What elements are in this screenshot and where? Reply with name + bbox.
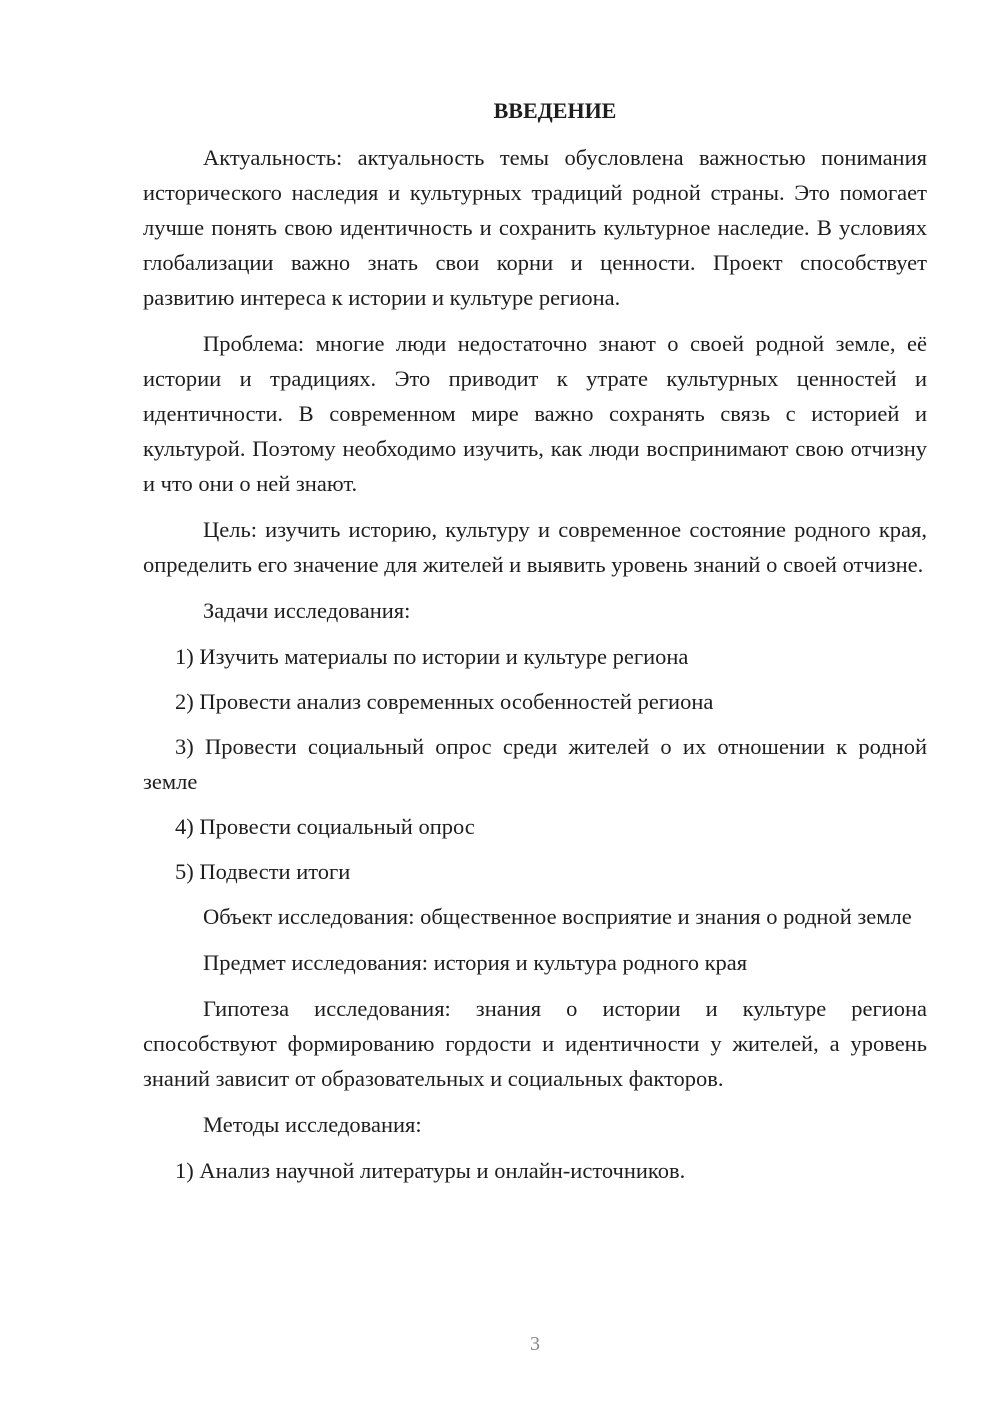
problem-paragraph: Проблема: многие люди недостаточно знают о своей родной земле, её истории и традициях. Это приводит к утрате культурных ценностей и идентичности. В современном мире важно сохранять связь с историей и культурой. Поэтому необходимо изучить, как люди воспринимают свою отчизну и что они о ней знают. — [143, 331, 927, 496]
task-item-1: 1) Изучить материалы по истории и культуре региона — [175, 644, 689, 669]
goal-paragraph: Цель: изучить историю, культуру и современное состояние родного края, определить его значение для жителей и выявить уровень знаний о своей отчизне. — [143, 517, 927, 577]
method-item-1: 1) Анализ научной литературы и онлайн-источников. — [175, 1158, 686, 1183]
task-item-4: 4) Провести социальный опрос — [175, 814, 475, 839]
object-paragraph: Объект исследования: общественное восприятие и знания о родной земле — [203, 904, 912, 929]
section-heading: ВВЕДЕНИЕ — [493, 98, 617, 123]
relevance-paragraph: Актуальность: актуальность темы обусловлена важностью понимания исторического наследия и культурных традиций родной страны. Это помогает лучше понять свою идентичность и сохранить культурное наследие. В условиях глобализации важно знать свои корни и ценности. Проект способствует развитию интереса к истории и культуре региона. — [143, 145, 927, 310]
task-item-3: 3) Провести социальный опрос среди жителей о их отношении к родной земле — [143, 734, 927, 794]
subject-paragraph: Предмет исследования: история и культура родного края — [203, 950, 748, 975]
task-item-2: 2) Провести анализ современных особенностей региона — [175, 689, 714, 714]
task-item-5: 5) Подвести итоги — [175, 859, 351, 884]
page-number: 3 — [530, 1333, 540, 1355]
hypothesis-paragraph: Гипотеза исследования: знания о истории и культуре региона способствуют формированию гордости и идентичности у жителей, а уровень знаний зависит от образовательных и социальных факторов. — [143, 996, 927, 1091]
tasks-title: Задачи исследования: — [203, 598, 411, 623]
page-content — [143, 96, 927, 1198]
methods-title: Методы исследования: — [203, 1112, 422, 1137]
